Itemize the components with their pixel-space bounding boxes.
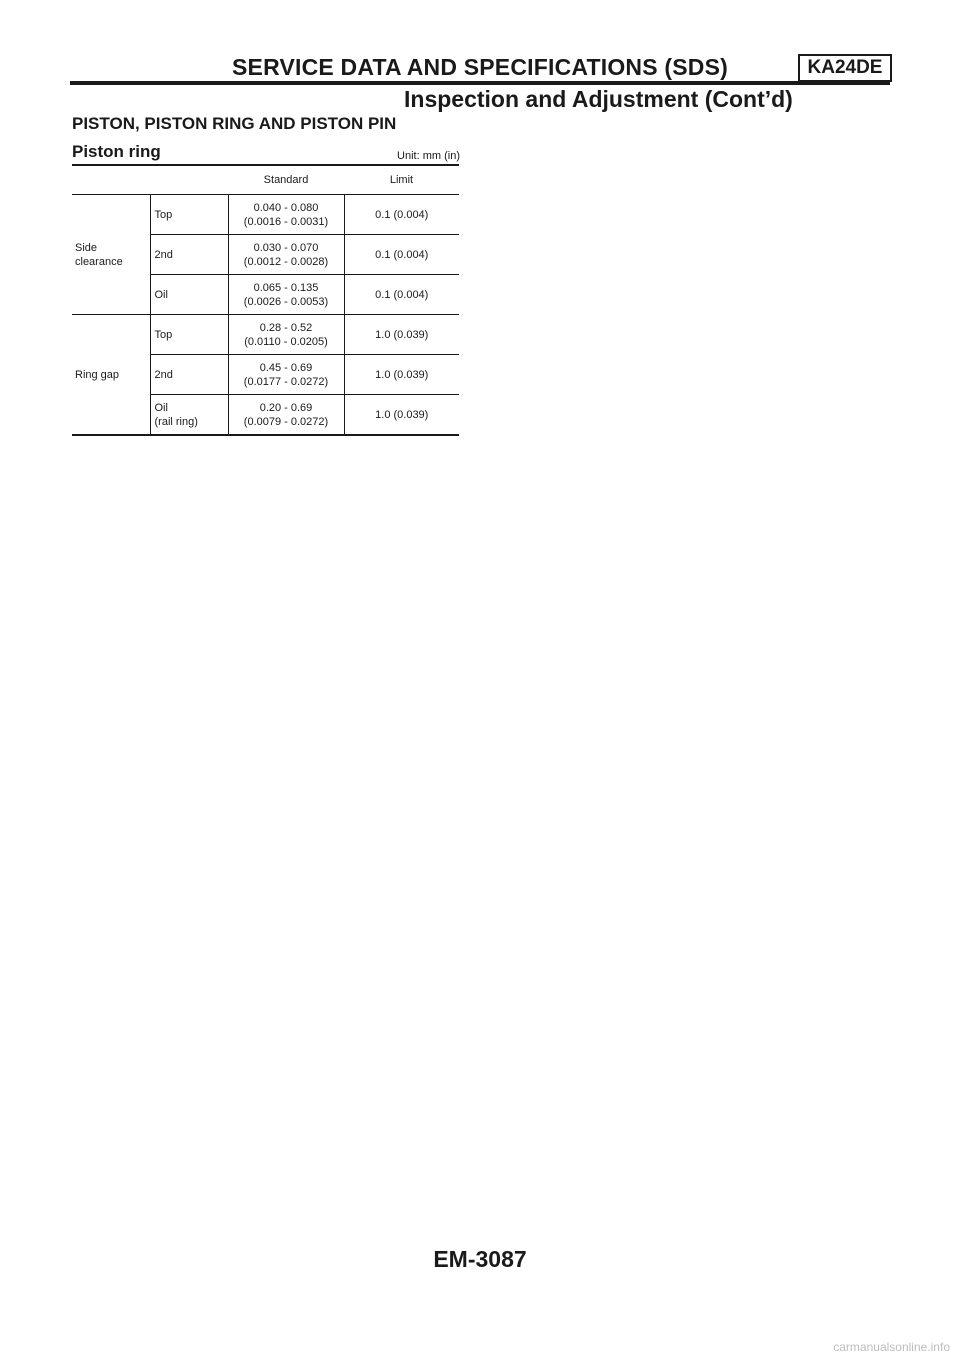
row-item: Oil (rail ring): [150, 395, 228, 436]
engine-code-badge: KA24DE: [798, 54, 892, 82]
row-standard: 0.20 - 0.69 (0.0079 - 0.0272): [228, 395, 344, 436]
row-item: Oil: [150, 275, 228, 315]
row-standard: 0.45 - 0.69 (0.0177 - 0.0272): [228, 355, 344, 395]
column-header-limit: Limit: [389, 174, 414, 186]
row-standard: 0.030 - 0.070 (0.0012 - 0.0028): [228, 235, 344, 275]
row-limit: 1.0 (0.039): [375, 328, 429, 341]
table-row: [72, 195, 459, 235]
row-limit: 1.0 (0.039): [344, 355, 459, 395]
table-row: [72, 315, 459, 355]
group-label-ring-gap: Ring gap: [75, 368, 120, 381]
unit-label: Unit: mm (in): [397, 150, 460, 162]
row-standard: 0.28 - 0.52 (0.0110 - 0.0205): [228, 315, 344, 355]
row-limit: 0.1 (0.004): [375, 208, 429, 221]
header-rule: [70, 81, 890, 85]
section-title: PISTON, PISTON RING AND PISTON PIN: [72, 114, 397, 133]
piston-ring-spec-table: [72, 164, 459, 436]
row-standard: 0.065 - 0.135 (0.0026 - 0.0053): [228, 275, 344, 315]
row-item: 2nd: [150, 235, 228, 275]
row-limit: 1.0 (0.039): [344, 395, 459, 436]
row-item: Top: [150, 315, 228, 355]
row-item: 2nd: [150, 355, 228, 395]
table-header-row: [72, 165, 459, 195]
row-limit: 0.1 (0.004): [344, 235, 459, 275]
document-header-title: SERVICE DATA AND SPECIFICATIONS (SDS): [232, 54, 728, 80]
watermark: carmanualsonline.info: [833, 1340, 950, 1354]
row-item: Top: [150, 195, 228, 235]
group-label-side-clearance: Side clearance: [75, 241, 123, 268]
row-standard: 0.040 - 0.080 (0.0016 - 0.0031): [228, 195, 344, 235]
row-limit: 0.1 (0.004): [344, 275, 459, 315]
document-header-subtitle: Inspection and Adjustment (Cont’d): [404, 86, 793, 112]
page-number: EM-3087: [433, 1246, 527, 1272]
section-subtitle: Piston ring: [72, 142, 161, 161]
column-header-standard: Standard: [263, 174, 309, 186]
